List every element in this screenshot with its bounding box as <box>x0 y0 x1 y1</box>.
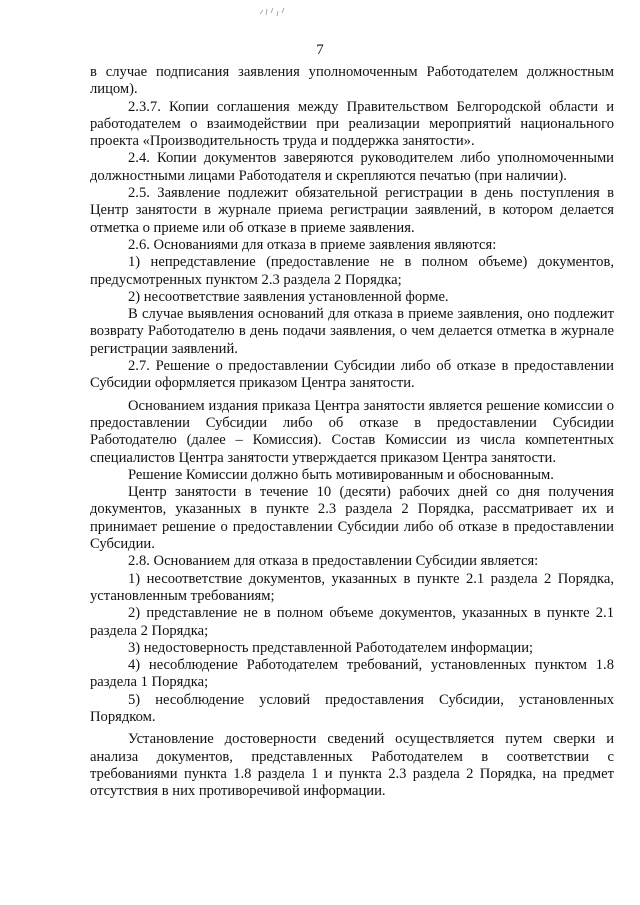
list-item-2-8-2: 2) представление не в полном объеме документов, указанных в пункте 2.1 раздела 2 Порядка; <box>90 605 614 639</box>
paragraph-2-8: 2.8. Основанием для отказа в предоставлении Субсидии является: <box>128 553 539 570</box>
paragraph-2-6: 2.6. Основаниями для отказа в приеме заявления являются: <box>128 236 497 253</box>
list-item-2-8-1: 1) несоответствие документов, указанных в пункте 2.1 раздела 2 Порядка, установленным требованиям; <box>90 570 614 604</box>
paragraph-2-7: 2.7. Решение о предоставлении Субсидии либо об отказе в предоставлении Субсидии оформляется приказом Центра занятости. <box>90 358 614 392</box>
paragraph-commission: Основанием издания приказа Центра занятости является решение комиссии о предоставлении Субсидии либо об отказе в предоставлении Субсидии Работодателю (далее – Комиссия). Состав Комиссии из числа компетентных специалистов Центра занятости утверждается приказом Центра занятости. <box>90 397 614 466</box>
list-item-2-8-4: 4) несоблюдение Работодателем требований, установленных пунктом 1.8 раздела 1 Порядка; <box>90 657 614 691</box>
paragraph-refusal-return: В случае выявления оснований для отказа в приеме заявления, оно подлежит возврату Работодателю в день подачи заявления, о чем делается отметка в журнале регистрации заявлений. <box>90 306 614 357</box>
page-number: 7 <box>316 42 324 58</box>
document-body <box>90 64 614 800</box>
paragraph-2-5: 2.5. Заявление подлежит обязательной регистрации в день поступления в Центр занятости в журнале приема регистрации заявлений, в котором делается отметка о приеме или об отказе в приеме заявления. <box>90 185 614 236</box>
list-item-2-6-1: 1) непредставление (предоставление не в полном объеме) документов, предусмотренных пунктом 2.3 раздела 2 Порядка; <box>90 254 614 288</box>
paragraph-review-period: Центр занятости в течение 10 (десяти) рабочих дней со дня получения документов, указанных в пункте 2.3 раздела 2 Порядка, рассматривает их и принимает решение о предоставлении Субсидии либо об отказе в предоставлении Субсидии. <box>90 484 614 553</box>
list-item-2-6-2: 2) несоответствие заявления установленной форме. <box>128 288 449 305</box>
scan-artifact-mark <box>258 4 286 18</box>
paragraph-2-3-7: 2.3.7. Копии соглашения между Правительством Белгородской области и работодателем о взаимодействии при реализации мероприятий национального проекта «Производительность труда и поддержка занятости». <box>90 98 614 150</box>
paragraph-2-4: 2.4. Копии документов заверяются руководителем либо уполномоченными должностными лицами Работодателя и скрепляются печатью (при наличии). <box>90 150 614 184</box>
paragraph-verification: Установление достоверности сведений осуществляется путем сверки и анализа документов, представленных Работодателем в соответствии с требованиями пункта 1.8 раздела 1 и пункта 2.3 раздела 2 Порядка, на предмет отсутствия в них противоречивой информации. <box>90 731 614 800</box>
paragraph-commission-decision: Решение Комиссии должно быть мотивированным и обоснованным. <box>128 466 554 483</box>
paragraph-continuation: в случае подписания заявления уполномоченным Работодателем должностным лицом). <box>90 64 614 98</box>
list-item-2-8-5: 5) несоблюдение условий предоставления Субсидии, установленных Порядком. <box>90 691 614 725</box>
list-item-2-8-3: 3) недостоверность представленной Работодателем информации; <box>128 639 534 656</box>
